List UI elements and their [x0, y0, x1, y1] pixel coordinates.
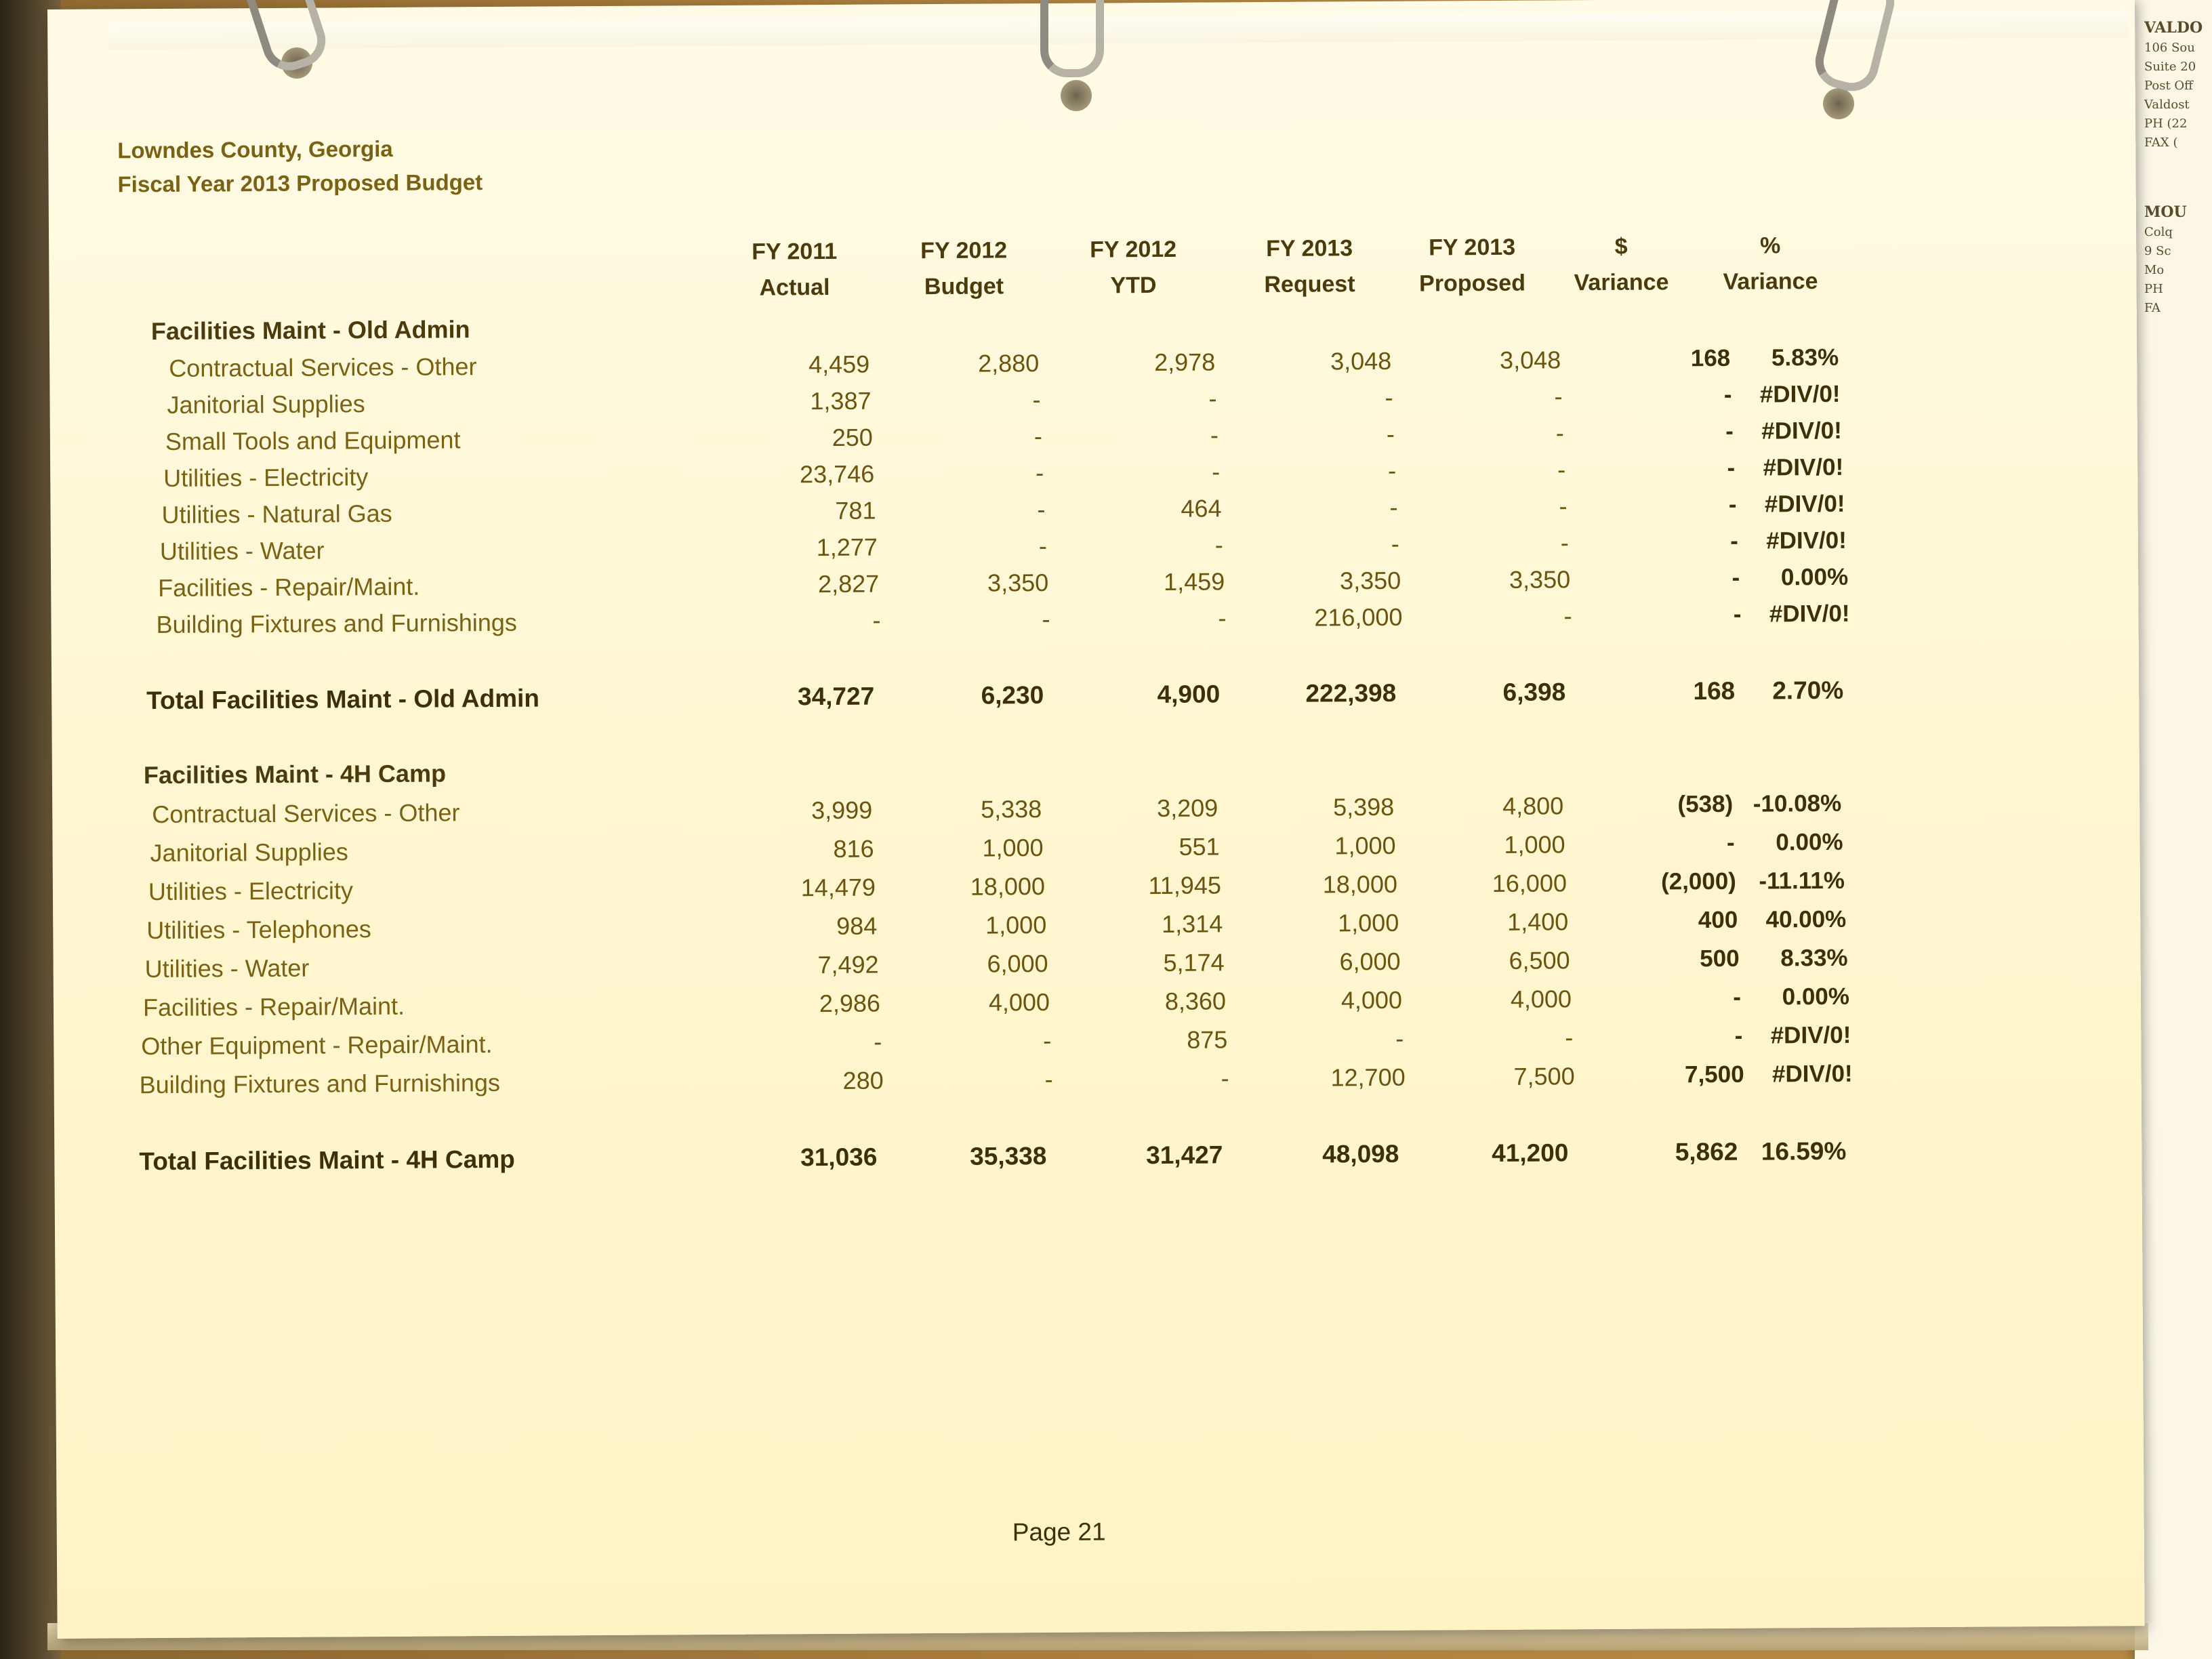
section-total-value: 35,338 — [970, 1142, 1047, 1170]
line-item-value: - — [874, 1027, 882, 1056]
line-item-label: Building Fixtures and Furnishings — [139, 1068, 501, 1099]
side-sheet-line: Colq — [2144, 225, 2173, 239]
line-item-label: Other Equipment - Repair/Maint. — [141, 1030, 493, 1061]
side-sheet-line: Post Off — [2144, 79, 2193, 93]
section-total-value: 4,900 — [1157, 680, 1221, 709]
column-header-bottom: YTD — [1110, 272, 1157, 299]
line-item-value: - — [1730, 527, 1738, 554]
line-item-value: -10.08% — [1753, 790, 1842, 817]
column-header-top: % — [1759, 232, 1781, 259]
line-item-value: 5,174 — [1163, 948, 1225, 977]
line-item-value: 1,000 — [1334, 831, 1396, 860]
line-item-value: 168 — [1690, 344, 1731, 372]
line-item-value: - — [1733, 983, 1742, 1010]
column-header-bottom: Budget — [924, 273, 1004, 300]
line-item-value: 18,000 — [970, 872, 1046, 901]
section-title: Facilities Maint - 4H Camp — [143, 759, 447, 790]
line-item-value: 2,880 — [977, 349, 1040, 377]
line-item-value: - — [872, 606, 881, 634]
line-item-value: 464 — [1181, 494, 1222, 523]
line-item-value: - — [1389, 493, 1398, 521]
line-item-value: 7,492 — [817, 950, 879, 979]
column-header-bottom: Proposed — [1418, 270, 1526, 297]
section-total-value: 6,230 — [981, 681, 1044, 710]
line-item-value: - — [1221, 1064, 1229, 1092]
line-item-value: - — [1032, 386, 1041, 414]
section-total-label: Total Facilities Maint - 4H Camp — [139, 1145, 515, 1176]
binder-hole — [1823, 88, 1854, 119]
line-item-value: 8.33% — [1780, 944, 1848, 972]
line-item-value: 6,000 — [987, 949, 1048, 978]
line-item-value: 250 — [832, 423, 874, 451]
line-item-label: Utilities - Telephones — [146, 915, 371, 945]
side-sheet-line: FA — [2144, 301, 2160, 315]
line-item-value: - — [1395, 1024, 1404, 1052]
side-sheet — [2135, 0, 2212, 1659]
line-item-value: 7,500 — [1513, 1062, 1575, 1090]
line-item-value: 3,350 — [987, 568, 1049, 597]
line-item-value: 1,277 — [816, 533, 878, 562]
section-total-value: 6,398 — [1502, 678, 1566, 706]
budget-title: Fiscal Year 2013 Proposed Budget — [117, 169, 483, 197]
line-item-value: 3,999 — [811, 796, 873, 825]
line-item-value: 875 — [1187, 1025, 1228, 1054]
county-title: Lowndes County, Georgia — [117, 136, 393, 163]
section-total-value: 34,727 — [797, 682, 875, 711]
line-item-value: #DIV/0! — [1766, 527, 1847, 554]
line-item-value: 0.00% — [1776, 828, 1843, 856]
line-item-value: - — [1555, 419, 1564, 447]
section-title: Facilities Maint - Old Admin — [150, 315, 470, 346]
line-item-value: 400 — [1698, 906, 1738, 934]
section-total-value: 48,098 — [1322, 1139, 1399, 1168]
side-sheet-line: Suite 20 — [2144, 60, 2196, 74]
line-item-value: - — [1043, 1026, 1052, 1055]
line-item-value: 0.00% — [1782, 983, 1850, 1010]
line-item-value: 40.00% — [1765, 905, 1847, 933]
line-item-label: Utilities - Electricity — [148, 876, 354, 906]
column-header-top: FY 2011 — [752, 238, 838, 265]
line-item-value: (538) — [1677, 790, 1734, 818]
line-item-value: 4,459 — [808, 350, 870, 379]
line-item-label: Utilities - Electricity — [163, 463, 369, 492]
line-item-value: (2,000) — [1660, 867, 1737, 895]
line-item-value: - — [1037, 495, 1046, 524]
line-item-value: 984 — [836, 912, 878, 940]
line-item-value: - — [1563, 602, 1572, 630]
line-item-value: 816 — [833, 834, 874, 863]
line-item-label: Facilities - Repair/Maint. — [142, 991, 405, 1022]
line-item-label: Janitorial Supplies — [167, 390, 365, 419]
line-item-value: 2,827 — [817, 569, 880, 598]
binder-ring — [1040, 0, 1104, 77]
line-item-value: - — [1208, 384, 1217, 413]
line-item-value: 3,209 — [1157, 794, 1218, 823]
line-item-value: 12,700 — [1330, 1063, 1406, 1092]
line-item-value: 1,400 — [1507, 907, 1569, 936]
line-item-value: 3,048 — [1499, 346, 1561, 374]
line-item-value: 1,387 — [810, 386, 872, 415]
column-header-top: FY 2013 — [1266, 235, 1353, 262]
section-total-value: 222,398 — [1305, 678, 1397, 708]
line-item-value: #DIV/0! — [1759, 380, 1841, 408]
section-total-value: 168 — [1693, 676, 1736, 705]
line-item-label: Utilities - Natural Gas — [161, 499, 392, 529]
line-item-value: 781 — [835, 496, 876, 525]
line-item-value: 500 — [1700, 945, 1740, 972]
line-item-value: - — [1559, 492, 1568, 520]
line-item-value: - — [1212, 457, 1221, 486]
line-item-value: 2,986 — [819, 989, 881, 1018]
line-item-value: 11,945 — [1148, 871, 1222, 900]
line-item-value: 1,000 — [985, 911, 1047, 939]
line-item-label: Facilities - Repair/Maint. — [158, 572, 420, 602]
line-item-value: 1,314 — [1162, 909, 1223, 938]
line-item-value: 14,479 — [800, 873, 876, 902]
line-item-value: 6,500 — [1509, 946, 1570, 975]
line-item-value: 1,000 — [1504, 830, 1565, 859]
section-total-label: Total Facilities Maint - Old Admin — [146, 684, 540, 715]
line-item-value: - — [1042, 605, 1050, 634]
column-header-top: FY 2013 — [1429, 234, 1516, 261]
side-sheet-line: 106 Sou — [2144, 41, 2195, 55]
side-sheet-line: PH (22 — [2144, 117, 2188, 131]
line-item-value: - — [1038, 532, 1047, 560]
section-total-value: 16.59% — [1761, 1136, 1847, 1166]
line-item-label: Contractual Services - Other — [169, 352, 477, 382]
line-item-value: - — [1725, 417, 1734, 445]
line-item-value: 3,350 — [1509, 565, 1571, 594]
binder-hole — [1061, 80, 1092, 111]
column-header-bottom: Variance — [1723, 268, 1818, 295]
section-total-value: 41,200 — [1492, 1139, 1569, 1168]
line-item-value: 5,398 — [1333, 792, 1395, 821]
line-item-value: 4,000 — [988, 987, 1050, 1017]
line-item-value: - — [1386, 419, 1395, 448]
line-item-value: - — [1726, 829, 1735, 856]
line-item-value: - — [1044, 1065, 1053, 1094]
line-item-label: Small Tools and Equipment — [165, 426, 461, 455]
section-total-value: 5,862 — [1675, 1137, 1738, 1166]
line-item-value: 0.00% — [1780, 563, 1849, 591]
line-item-value: - — [1565, 1023, 1574, 1052]
line-item-value: #DIV/0! — [1763, 453, 1844, 481]
line-item-value: 3,350 — [1339, 566, 1401, 595]
section-total-value: 2.70% — [1772, 676, 1844, 705]
line-item-label: Utilities - Water — [144, 954, 310, 983]
line-item-label: Contractual Services - Other — [152, 798, 460, 829]
line-item-value: 5,338 — [981, 795, 1042, 823]
line-item-value: - — [1734, 1022, 1743, 1049]
line-item-value: - — [1723, 381, 1732, 408]
line-item-value: 1,000 — [1338, 908, 1399, 937]
line-item-value: - — [1388, 456, 1397, 485]
line-item-value: - — [1036, 459, 1044, 487]
column-header-top: FY 2012 — [920, 237, 1008, 264]
side-sheet-line: PH — [2144, 282, 2163, 296]
column-header-top: $ — [1614, 233, 1628, 260]
side-sheet-line: Mo — [2144, 263, 2165, 277]
section-total-value: 31,427 — [1146, 1141, 1223, 1170]
line-item-value: - — [1033, 422, 1042, 451]
line-item-value: #DIV/0! — [1769, 600, 1850, 628]
line-item-value: #DIV/0! — [1771, 1060, 1853, 1088]
line-item-value: 23,746 — [799, 459, 875, 489]
line-item-value: #DIV/0! — [1764, 490, 1845, 518]
line-item-value: 7,500 — [1684, 1061, 1744, 1088]
line-item-value: 3,048 — [1330, 346, 1392, 375]
line-item-value: - — [1210, 421, 1218, 449]
line-item-value: 1,000 — [982, 834, 1044, 862]
line-item-label: Utilities - Water — [159, 536, 325, 566]
line-item-value: 4,800 — [1502, 792, 1564, 820]
line-item-value: - — [1732, 564, 1740, 591]
line-item-value: #DIV/0! — [1770, 1021, 1851, 1049]
line-item-value: 280 — [842, 1066, 884, 1094]
line-item-value: - — [1560, 529, 1569, 557]
line-item-label: Janitorial Supplies — [150, 838, 348, 867]
line-item-value: - — [1557, 455, 1566, 484]
line-item-value: -11.11% — [1759, 867, 1845, 895]
line-item-value: - — [1385, 383, 1393, 411]
section-total-value: 31,036 — [800, 1143, 878, 1172]
line-item-value: - — [1218, 604, 1227, 632]
line-item-value: 2,978 — [1153, 348, 1216, 377]
line-item-value: 5.83% — [1771, 344, 1839, 371]
side-sheet-line: MOU — [2144, 203, 2187, 221]
side-sheet-line: 9 Sc — [2144, 244, 2171, 258]
line-item-value: 6,000 — [1339, 947, 1401, 976]
line-item-value: 4,000 — [1510, 985, 1572, 1013]
line-item-value: 8,360 — [1164, 987, 1227, 1015]
budget-page — [47, 0, 2145, 1639]
column-header-bottom: Actual — [759, 274, 830, 301]
line-item-label: Building Fixtures and Furnishings — [156, 608, 517, 639]
line-item-value: 16,000 — [1492, 869, 1568, 898]
line-item-value: - — [1214, 531, 1223, 559]
line-item-value: - — [1728, 491, 1737, 518]
line-item-value: 551 — [1179, 832, 1220, 861]
side-sheet-line: Valdost — [2144, 98, 2190, 112]
column-header-top: FY 2012 — [1090, 236, 1177, 263]
line-item-value: - — [1733, 600, 1742, 628]
line-item-value: #DIV/0! — [1761, 417, 1842, 445]
line-item-value: - — [1727, 454, 1736, 481]
page-number: Page 21 — [1012, 1517, 1106, 1547]
side-sheet-line: VALDO — [2144, 19, 2203, 37]
line-item-value: 1,459 — [1163, 567, 1225, 596]
line-item-value: - — [1554, 382, 1563, 411]
column-header-bottom: Request — [1264, 271, 1355, 298]
line-item-value: 4,000 — [1340, 985, 1403, 1015]
line-item-value: - — [1391, 529, 1399, 558]
side-sheet-line: FAX ( — [2144, 136, 2178, 150]
line-item-value: 18,000 — [1322, 869, 1398, 899]
column-header-bottom: Variance — [1574, 269, 1669, 296]
line-item-value: 216,000 — [1314, 602, 1403, 632]
